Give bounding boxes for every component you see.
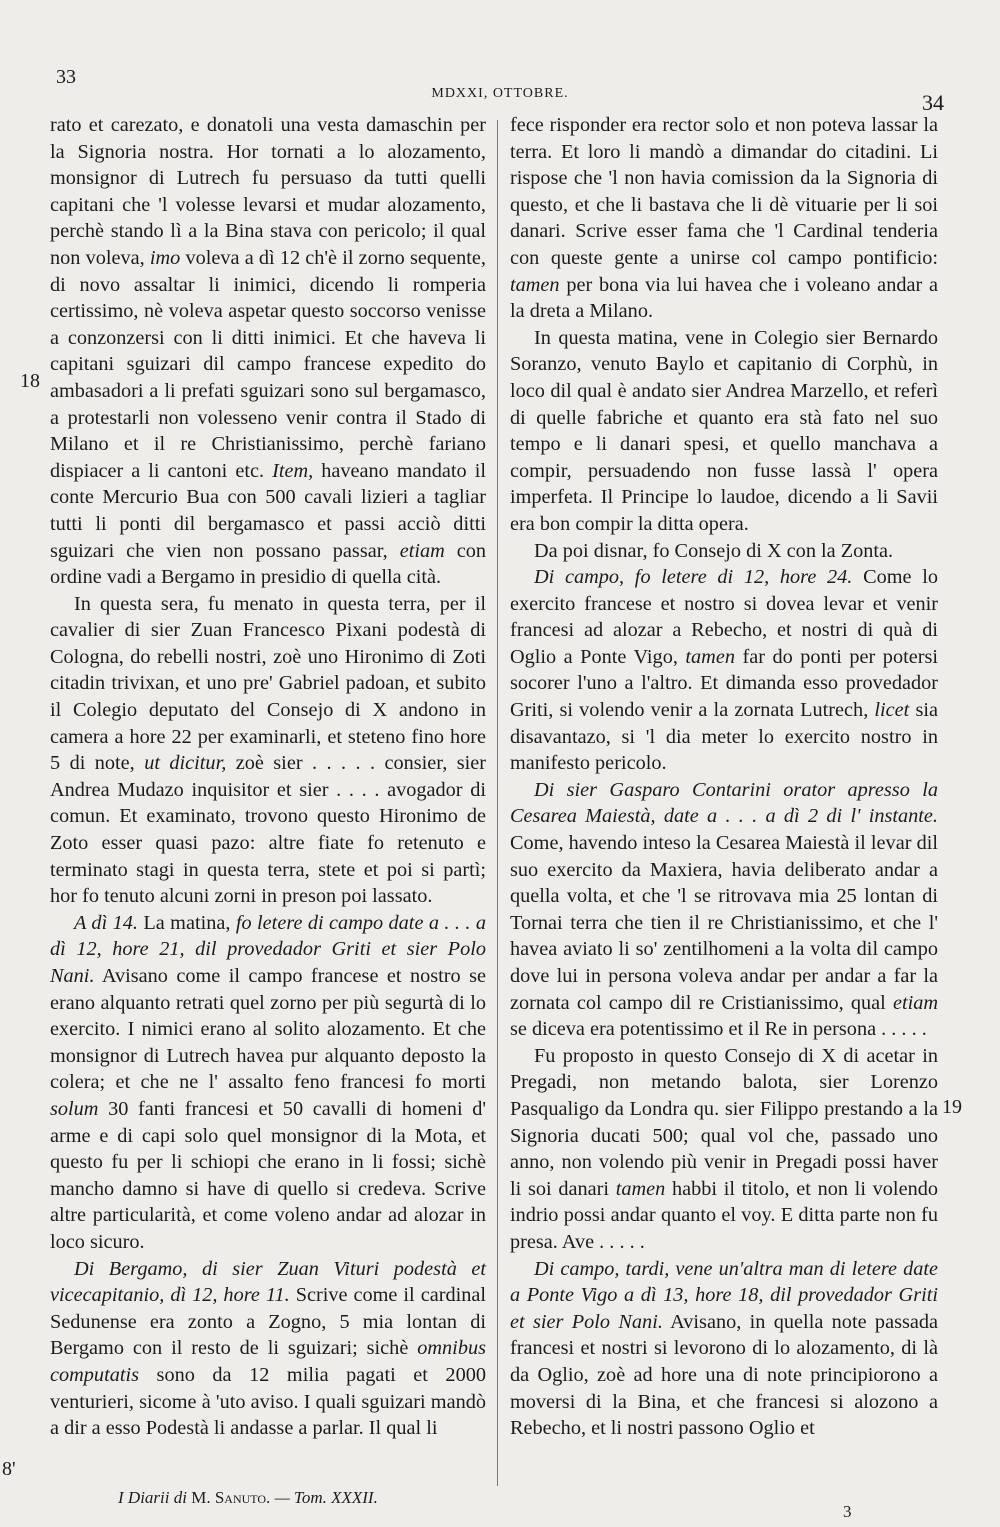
text-run: zoè sier . . . . . consier, sier Andrea Mudazo inquisitor et sier . . . . avogador di comun. Et examinato, trovono questo Hironimo de Zoto esser quasi pazo: altre fiate fo retenuto e terminato stagi in questa terra, stete et poi si partì; hor fo tenuto alcuni zorni in preson poi lassato. [50,752,486,908]
text-run: voleva a dì 12 ch'è il zorno sequente, di novo assaltar li inimici, dicendo li romperia certissimo, nè voleva aspetar questo soccorso venisse a conzonzersi con li ditti inimici. Et che haveva li capitani sguizari dil campo francese expedito do ambasadori a li prefati sguizari sono sul bergamasco, a protestarli non volesseno venir contra il Stado di Milano et il re Christianissimo, perchè fariano dispiacer a li cantoni etc. [50,246,487,482]
text-run: Avisano, in quella note passada francesi et nostri si levorono di lo alozamento, di là da Oglio, zoè ad hore una di note principiorono a moversi di la Bina, et che francesi si alozono a Rebecho, et li nostri passono Oglio et [510,1310,939,1440]
text-run: haveano mandato il conte Mercurio Bua con 500 cavali lizieri a tagliar tutti li ponti dil bergamasco et passi acciò ditti sguizari che vien non possano passar, [50,459,486,562]
footer-author: M. Sanuto. [191,1488,271,1507]
text-run: sia disavantazo, si 'l dia meter lo exercito nostro in manifesto pericolo. [510,699,938,775]
margin-number-19: 19 [942,1096,962,1118]
italic-run: A dì 14. [74,911,138,934]
text-run: Da poi disnar, fo Consejo di X con la Zonta. [534,539,894,562]
italic-run: Di campo, tardi, vene un'altra man di letere date a Ponte Vigo a dì 13, hore 18, dil provedador Griti et sier Polo Nani. [510,1257,938,1333]
paragraph [510,112,938,325]
text-run: per bona via lui havea che i voleano andar a la dreta a Milano. [510,273,938,323]
page-number-left: 33 [56,66,76,88]
paragraph [50,591,486,910]
italic-run: tamen [510,273,560,296]
italic-run: etiam [892,991,938,1014]
paragraph [510,325,938,538]
page-number-right: 34 [922,90,944,115]
italic-run: omnibus computatis [50,1337,486,1386]
italic-run: tamen [615,1177,666,1200]
text-run: In questa sera, fu menato in questa terra, per il cavalier di sier Zuan Francesco Pixani podestà di Cologna, do rebelli nostri, zoè uno Hironimo di Zoti citadin trivixan, et uno pre' Gabriel padoan, et subito il Colegio deputato del Consejo di X andono in camera a hore 22 per examinarli, et steteno fino hore 5 di note, [50,592,486,775]
text-run: con ordine vadi a Bergamo in presidio di quella cità. [50,539,487,589]
paragraph [510,1256,938,1442]
text-run: 30 fanti francesi et 50 cavalli di homeni d' arme e di capi solo quel monsignor di la Mota, et questo fu per li schiopi che erano in li fossi; sichè mancho damno si have di quello si credeva. Scrive altre particularità, et come voleno andar ad alozar in loco sicuro. [50,1097,486,1253]
italic-run: fo letere di campo date a . . . a dì 12, hore 21, dil provedador Griti et sier Polo Nani. [50,911,486,987]
text-run: Come, havendo inteso la Cesarea Maiestà il levar dil suo exercito da Maxiera, havia deliberato andar a quella volta, et che 'l se ritrovava mia 25 lontan di Tornai terra che tien il re Christianissimo, et che l' havea aviato li so' zentilhomeni a la volta dil campo dove lui in persona voleva andar per andar a far la zornata col campo dil re Cristianissimo, qual [510,832,938,1014]
italic-run: Item, [272,459,314,482]
text-run: fece risponder era rector solo et non poteva lassar la terra. Et loro li mandò a dimandar do citadini. Li rispose che 'l non havia comission da la Signoria di questo, et che li bastava che li dè vituarie per li soi danari. Scrive esser fama che 'l Cardinal tenderia con queste gente a unirse col campo pontificio: [510,114,938,269]
margin-number-8: 8' [2,1458,16,1480]
text-run: rato et carezato, e donatoli una vesta damaschin per la Signoria nostra. Hor tornati a lo alozamento, monsignor di Lutrech fu persuaso da tutti quelli capitani che 'l volesse levarsi et mudar alozamento, perchè stando lì a la Bina stava con pericolo; il qual non voleva, [50,114,486,269]
paragraph [50,1256,486,1442]
italic-run: solum [50,1097,99,1120]
text-run: habbi il titolo, et non li volendo indrio possi andar quanto el voy. E ditta parte non fu presa. Ave . . . . . [510,1177,938,1253]
text-run: se diceva era potentissimo et il Re in persona . . . . . [510,1018,927,1041]
paragraph [510,538,938,565]
italic-run: etiam [399,539,445,562]
text-run: far do ponti per potersi socorer l'uno a l'altro. Et dimanda esso provedador Griti, si volendo venir a la zornata Lutrech, [510,645,938,722]
italic-run: Di campo, fo letere di 12, hore 24. [534,566,853,589]
italic-run: imo [149,246,181,269]
italic-run: licet [874,699,910,722]
signature-mark: 3 [843,1502,852,1521]
italic-run: Di Bergamo, di sier Zuan Vituri podestà et vicecapitanio, dì 12, hore 11. [50,1257,486,1307]
paragraph [50,112,486,591]
running-title: MDXXI, OTTOBRE. [431,86,569,101]
text-run: Scrive come il cardinal Sedunense era zonto a Zogno, 5 mia lontan di Bergamo con il resto de li sguizari; sichè [50,1284,486,1360]
paragraph [510,564,938,777]
right-column [510,112,938,1442]
footer-post: — Tom. XXXII. [270,1488,378,1507]
text-run: Avisano come il campo francese et nostro se erano alquanto retrati quel zorno per più segurtà di lo exercito. I nimici erano al solito alozamento. Et che monsignor di Lutrech havea pur alquanto deposto la colera; et che ne l' assalto feno francesi fo morti [50,965,486,1094]
italic-run: tamen [685,645,735,668]
italic-run: Di sier Gasparo Contarini orator apresso la Cesarea Maiestà, date a . . . a dì 2 di l' instante. [510,778,938,828]
left-column [50,112,486,1442]
text-run: Fu proposto in questo Consejo di X di acetar in Pregadi, non metando balota, sier Lorenzo Pasqualigo da Londra qu. sier Filippo prestando a la Signoria ducati 500; qual vol che, passado uno anno, non volendo più venir in Pregadi possi haver li soi danari [510,1044,938,1200]
footer-pre: I Diarii di [118,1488,192,1507]
footer-title [118,1488,378,1508]
paragraph [510,777,938,1043]
paragraph [510,1043,938,1256]
column-divider [497,120,498,1486]
margin-number-18: 18 [20,370,40,392]
text-run: In questa matina, vene in Colegio sier Bernardo Soranzo, venuto Baylo et capitanio di Corphù, in loco dil qual è andato sier Andrea Marzello, et referì di quelle fabriche et quanto era stà fato nel suo tempo e li danari spesi, et quello manchava a compir, persuadendo non fusse lassà l' opera imperfeta. Il Principe lo laudoe, dicendo a li Savii era bon compir la ditta opera. [510,326,938,535]
paragraph [50,910,486,1256]
text-run: La matina, [137,911,236,934]
text-run: Come lo exercito francese et nostro si dovea levar et venir francesi ad alozar a Rebecho, et nostri di quà di Oglio a Ponte Vigo, [510,566,938,668]
italic-run: ut dicitur, [144,752,227,775]
text-run: sono da 12 milia pagati et 2000 venturieri, sicome à 'uto aviso. I quali sguizari mandò a dir a esso Podestà li andasse a parlar. Il qual li [50,1363,486,1440]
